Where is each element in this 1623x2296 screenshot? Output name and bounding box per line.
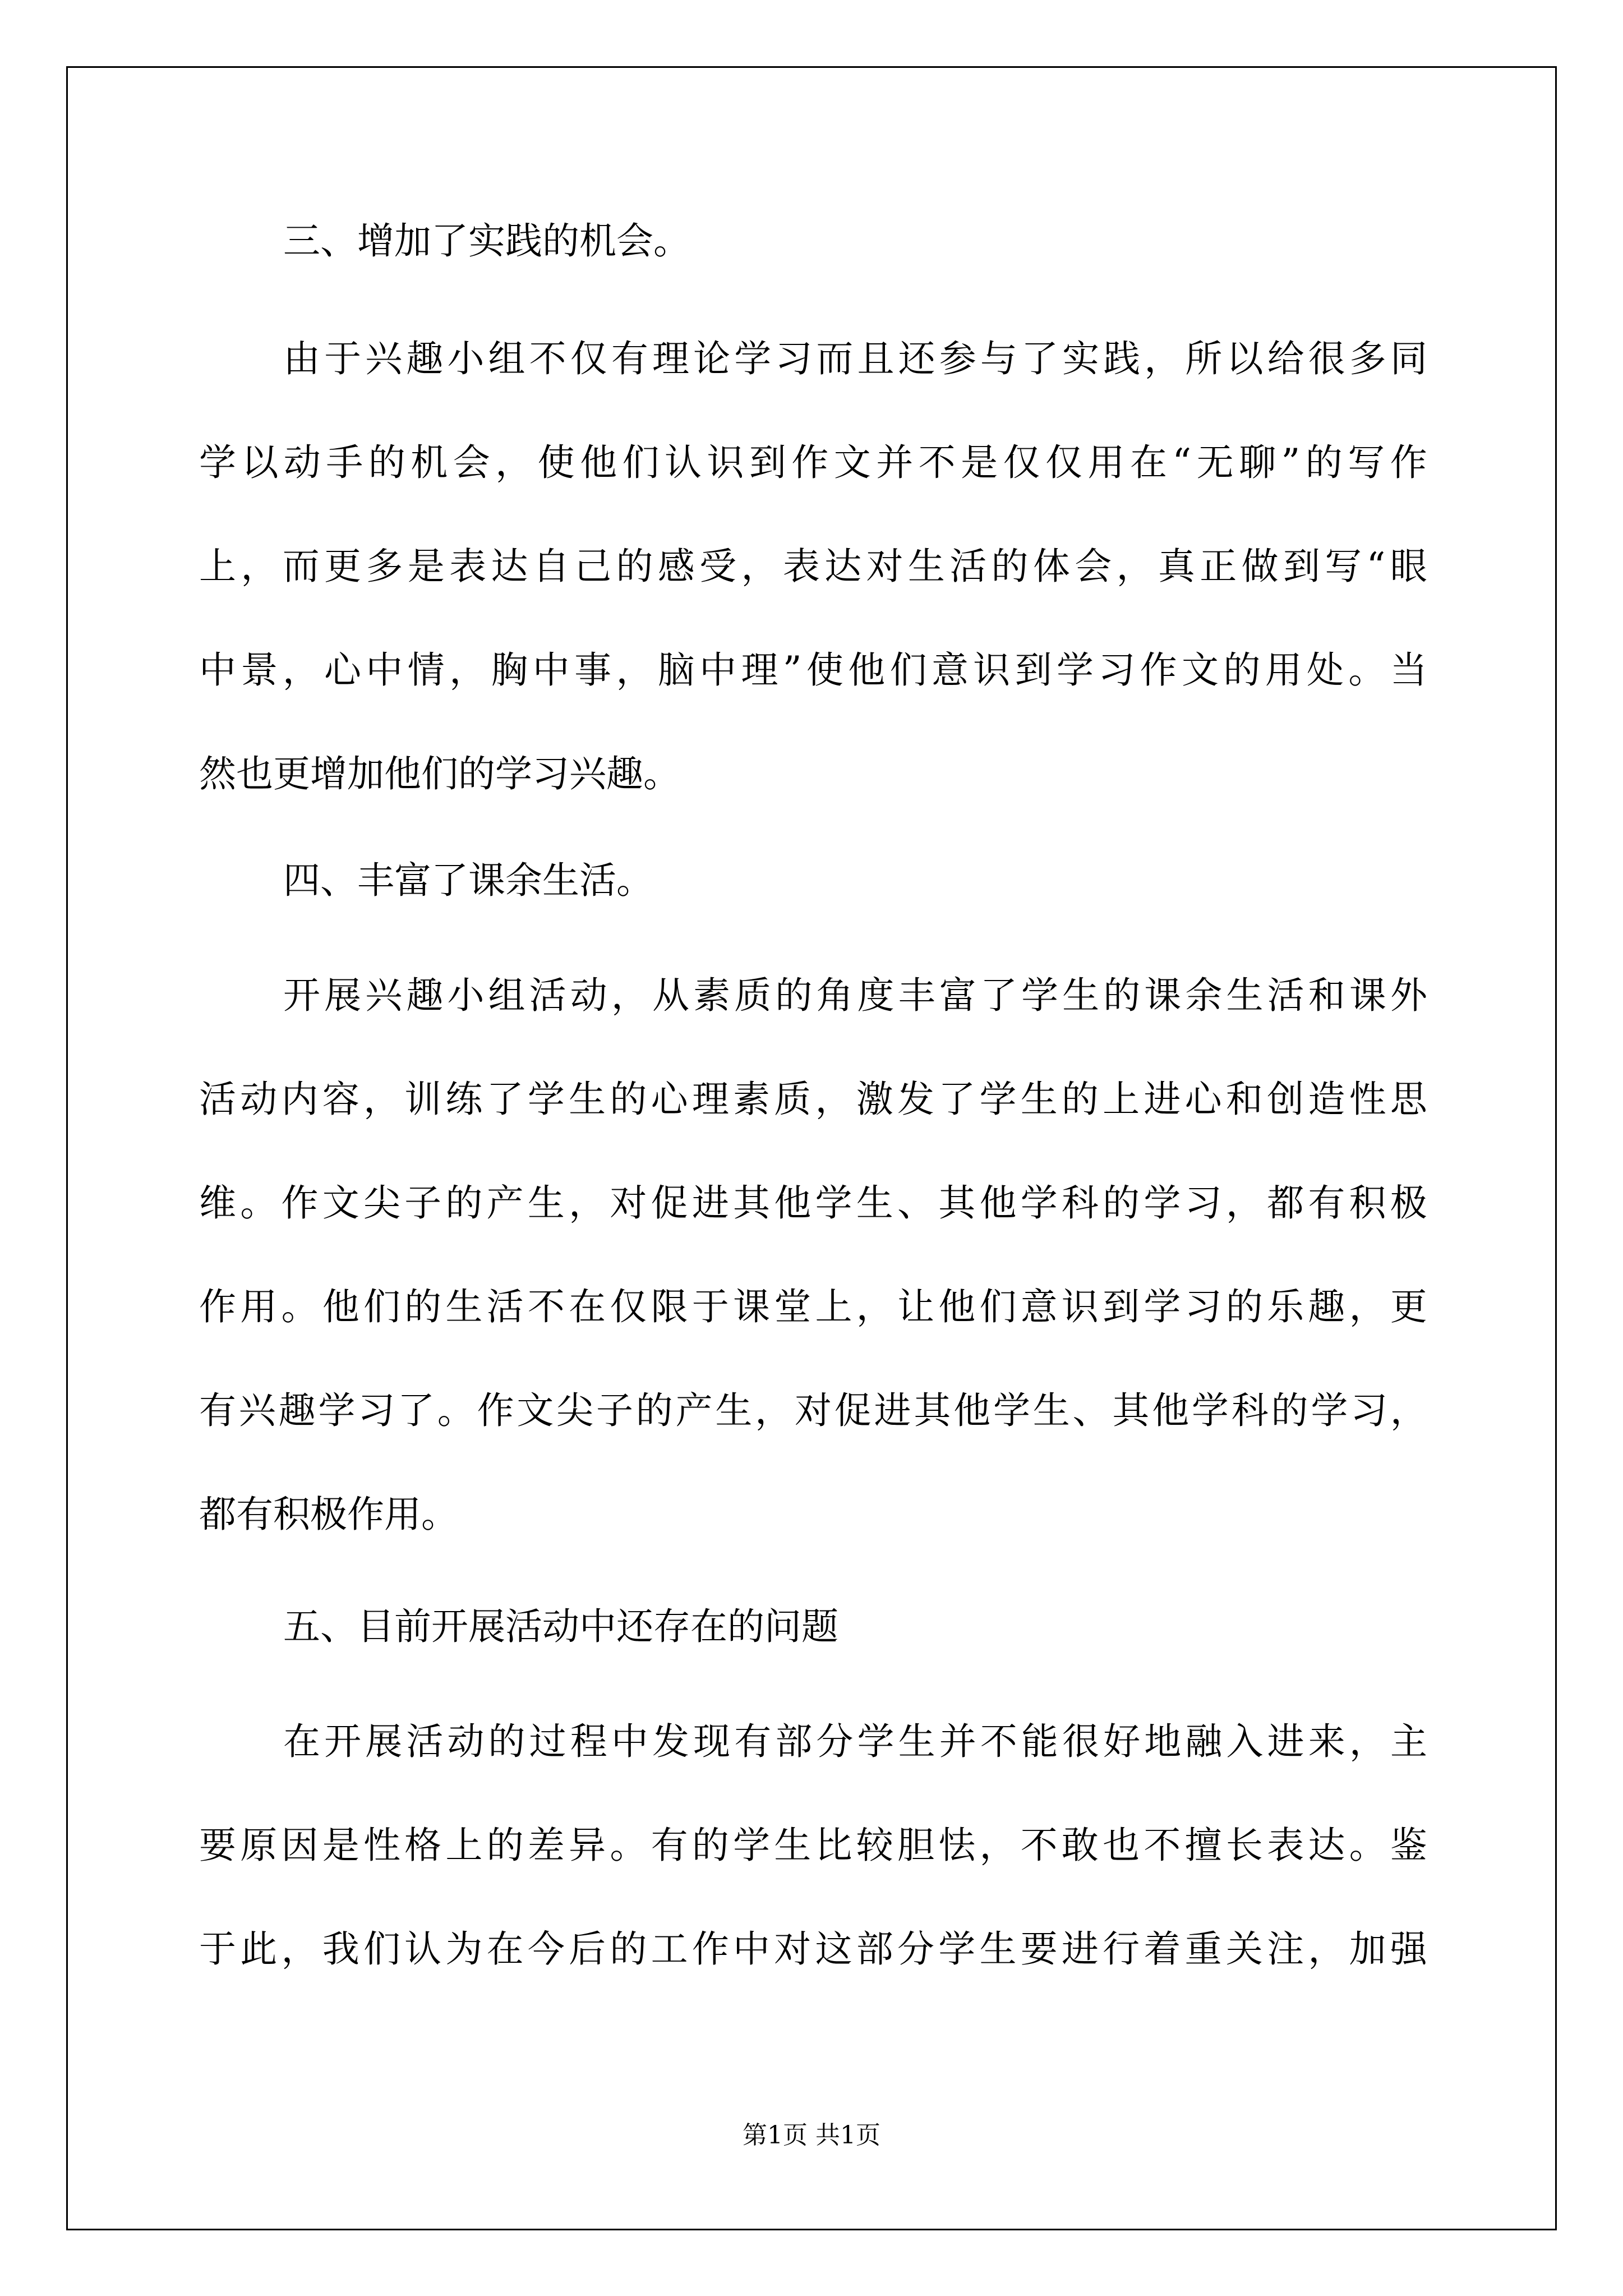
paragraph-line: 开 展 兴 趣 小 组 活 动 ， 从 素 质 的 角 度 丰 富 了 学 生 的 课 余 生 活 和 课 外: [283, 974, 1427, 1017]
page-footer: 第1页 共1页: [743, 2121, 880, 2150]
paragraph-line: 于 此 ， 我 们 认 为 在 今 后 的 工 作 中 对 这 部 分 学 生 要 进 行 着 重 关 注 ， 加 强: [199, 1927, 1427, 1971]
paragraph-line: 有 兴 趣 学 习 了 。 作 文 尖 子 的 产 生 ， 对 促 进 其 他 学 生 、 其 他 学 科 的 学 习 ，: [199, 1389, 1427, 1432]
section-heading-5: 五、目前开展活动中还存在的问题: [283, 1605, 838, 1648]
paragraph-line: 要 原 因 是 性 格 上 的 差 异 。 有 的 学 生 比 较 胆 怯 ， 不 敢 也 不 擅 长 表 达 。 鉴: [199, 1824, 1427, 1867]
paragraph-line: 活 动 内 容 ， 训 练 了 学 生 的 心 理 素 质 ， 激 发 了 学 生 的 上 进 心 和 创 造 性 思: [199, 1078, 1427, 1121]
paragraph-line: 中 景 ， 心 中 情 ， 胸 中 事 ， 脑 中 理 ” 使 他 们 意 识 到 学 习 作 文 的 用 处 。 当: [199, 648, 1427, 692]
paragraph-line: 作 用 。 他 们 的 生 活 不 在 仅 限 于 课 堂 上 ， 让 他 们 意 识 到 学 习 的 乐 趣 ， 更: [199, 1285, 1427, 1328]
page-border: [66, 66, 1557, 2230]
paragraph-line: 在 开 展 活 动 的 过 程 中 发 现 有 部 分 学 生 并 不 能 很 好 地 融 入 进 来 ， 主: [283, 1720, 1427, 1763]
section-heading-4: 四、丰富了课余生活。: [283, 859, 653, 902]
paragraph-line: 然也更增加他们的学习兴趣。: [199, 752, 680, 795]
paragraph-line: 维 。 作 文 尖 子 的 产 生 ， 对 促 进 其 他 学 生 、 其 他 学 科 的 学 习 ， 都 有 积 极: [199, 1181, 1427, 1225]
paragraph-line: 由 于 兴 趣 小 组 不 仅 有 理 论 学 习 而 且 还 参 与 了 实 践 ， 所 以 给 很 多 同: [283, 337, 1427, 380]
paragraph-line: 都有积极作用。: [199, 1493, 458, 1536]
section-heading-3: 三、增加了实践的机会。: [283, 219, 690, 263]
paragraph-line: 上 ， 而 更 多 是 表 达 自 己 的 感 受 ， 表 达 对 生 活 的 体 会 ， 真 正 做 到 写 “ 眼: [199, 545, 1427, 588]
paragraph-line: 学 以 动 手 的 机 会 ， 使 他 们 认 识 到 作 文 并 不 是 仅 仅 用 在 “ 无 聊 ” 的 写 作: [199, 441, 1427, 484]
